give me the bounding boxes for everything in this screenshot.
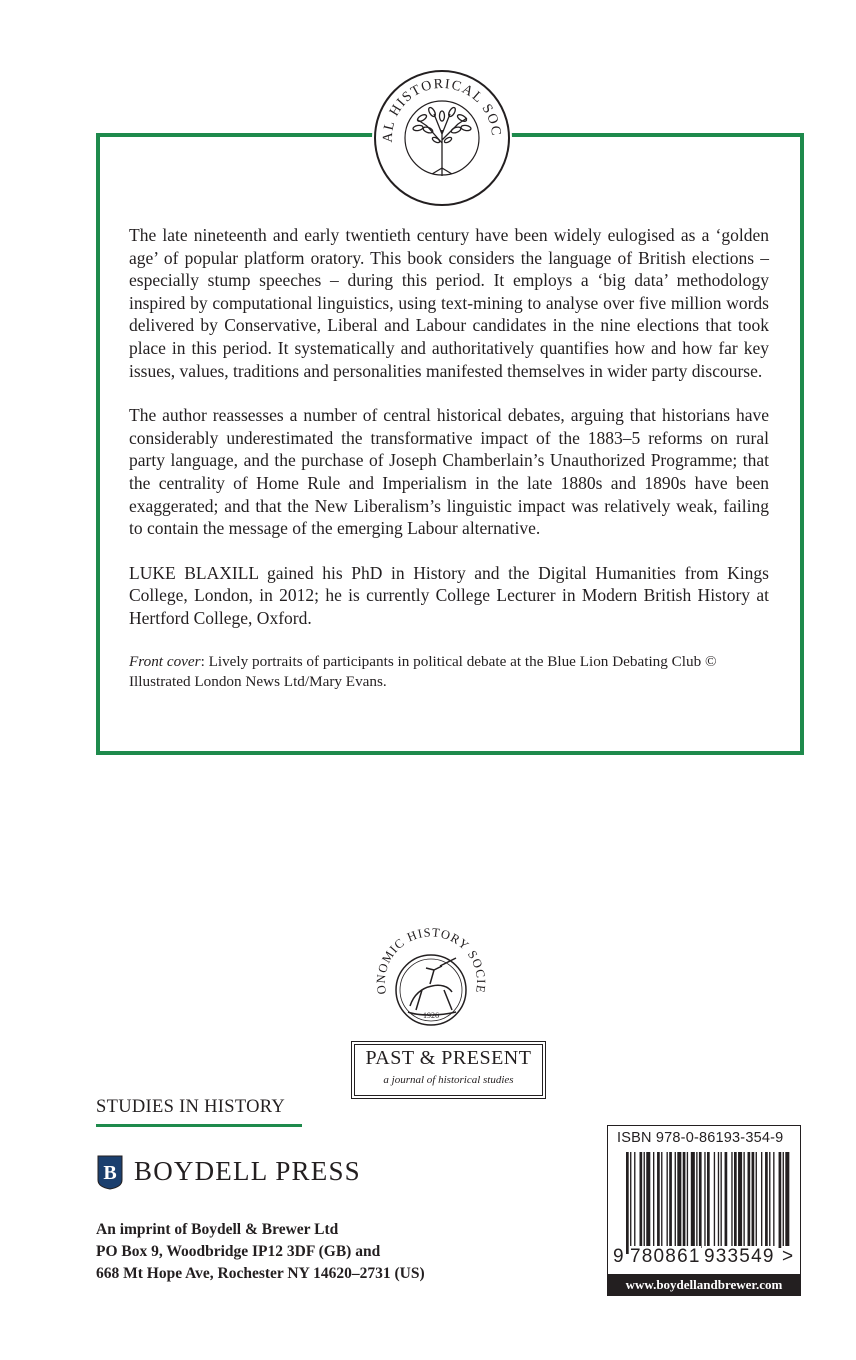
barcode-bar: [657, 1152, 660, 1248]
barcode-digit-group-1: 780861: [630, 1246, 701, 1267]
barcode-bar: [761, 1152, 762, 1248]
barcode-bar: [630, 1152, 631, 1254]
barcode-bar: [718, 1152, 719, 1248]
barcode-digit-first: 9: [613, 1246, 624, 1267]
barcode-bar: [687, 1152, 688, 1248]
address-line: 668 Mt Hope Ave, Rochester NY 14620–2731 (US): [96, 1265, 425, 1282]
barcode-bar: [765, 1152, 768, 1248]
barcode-bar: [667, 1152, 668, 1248]
barcode-bar: [653, 1152, 654, 1248]
past-present-logo: [351, 1041, 546, 1099]
barcode-bar: [756, 1152, 757, 1248]
boydell-monogram: B: [103, 1162, 117, 1184]
series-title: STUDIES IN HISTORY: [96, 1097, 302, 1127]
barcode-bar: [683, 1152, 686, 1248]
rhs-seal-text: AL HISTORICAL SOC: [380, 76, 504, 143]
barcode-bar: [677, 1152, 681, 1248]
boydell-shield-graphic: [96, 1154, 124, 1190]
barcode-bar: [734, 1152, 737, 1248]
barcode-digits: [608, 1246, 800, 1266]
blurb-paragraph-2: The author reassesses a number of central historical debates, arguing that historians have considerably underestimated the transformative impact of the 1883–5 reforms on rural party language, and the purchase of Joseph Chamberlain’s Unauthorized Programme; that the centrality of Home Rule and Imperialism in the late 1880s and 1890s have been exaggerated; and that the New Liberalism’s linguistic impact was relatively weak, failing to contain the message of the emerging Labour alternative.: [129, 405, 769, 539]
publisher-name: BOYDELL PRESS: [134, 1156, 361, 1186]
boydell-shield-icon: [96, 1154, 124, 1190]
barcode-bar: [704, 1152, 705, 1254]
economic-history-society-seal: [364, 920, 496, 1050]
barcode-bar: [675, 1152, 676, 1248]
barcode-bar: [783, 1152, 784, 1248]
address-line: PO Box 9, Woodbridge IP12 3DF (GB) and: [96, 1243, 381, 1260]
barcode-bar: [743, 1152, 744, 1248]
ehs-seal-text: ONOMIC HISTORY SOCIE: [373, 925, 489, 996]
isbn-label: ISBN 978-0-86193-354-9: [617, 1130, 784, 1146]
isbn-barcode: [607, 1125, 801, 1296]
cover-credit: [129, 652, 769, 693]
barcode-bar: [731, 1152, 732, 1248]
royal-historical-society-seal: [372, 68, 512, 208]
barcode-bar: [773, 1152, 774, 1248]
barcode-bar: [634, 1152, 635, 1248]
barcode-bar: [707, 1152, 710, 1254]
cover-credit-label: Front cover: [129, 652, 201, 670]
barcode-bar: [785, 1152, 789, 1254]
barcode-bar: [691, 1152, 695, 1248]
barcode-bar: [725, 1152, 728, 1248]
publisher-address: [96, 1219, 425, 1285]
barcode-bar: [661, 1152, 662, 1248]
barcode-bar: [721, 1152, 722, 1248]
rhs-seal-graphic: [372, 68, 512, 208]
barcode-digit-group-2: 933549: [704, 1246, 775, 1267]
past-present-subtitle: a journal of historical studies: [383, 1074, 514, 1086]
publisher-url: www.boydellandbrewer.com: [608, 1274, 800, 1295]
barcode-bar: [748, 1152, 751, 1248]
barcode-bar: [779, 1152, 782, 1248]
ehs-seal-year: 1926: [423, 1011, 439, 1020]
barcode-bar: [769, 1152, 770, 1248]
barcode-bar: [696, 1152, 697, 1248]
barcode-bar: [644, 1152, 645, 1248]
blurb-paragraph-1: The late nineteenth and early twentieth century have been widely eulogised as a ‘golden age’ of popular platform oratory. This book considers the language of British elections – especially stump speeches – during this period. It employs a ‘big data’ methodology inspired by computational linguistics, using text-mining to analyse over five million words delivered by Conservative, Liberal and Labour candidates in the nine elections that took place in this period. It systematically and authoritatively quantifies how and how far key issues, values, traditions and personalities manifested themselves in wider party discourse.: [129, 225, 769, 381]
barcode-bar: [626, 1152, 629, 1254]
past-present-title: PAST & PRESENT: [365, 1047, 532, 1069]
barcode-digit-end: >: [782, 1246, 794, 1267]
blurb-text: [129, 224, 769, 715]
barcode-bar: [714, 1152, 715, 1248]
cover-credit-text: : Lively portraits of participants in political debate at the Blue Lion Debating Club © Illustrated London News Ltd/Mary Evans.: [129, 652, 717, 691]
barcode-bar: [752, 1152, 755, 1248]
ehs-seal-graphic: [364, 920, 496, 1050]
barcode-bar: [640, 1152, 643, 1248]
barcode-bar: [669, 1152, 672, 1248]
address-line: An imprint of Boydell & Brewer Ltd: [96, 1221, 339, 1238]
barcode-bar: [738, 1152, 742, 1248]
author-bio: LUKE BLAXILL gained his PhD in History and the Digital Humanities from Kings College, London, in 2012; he is currently College Lecturer in Modern British History at Hertford College, Oxford.: [129, 562, 769, 628]
barcode-bar: [699, 1152, 702, 1248]
barcode-bar: [646, 1152, 650, 1248]
